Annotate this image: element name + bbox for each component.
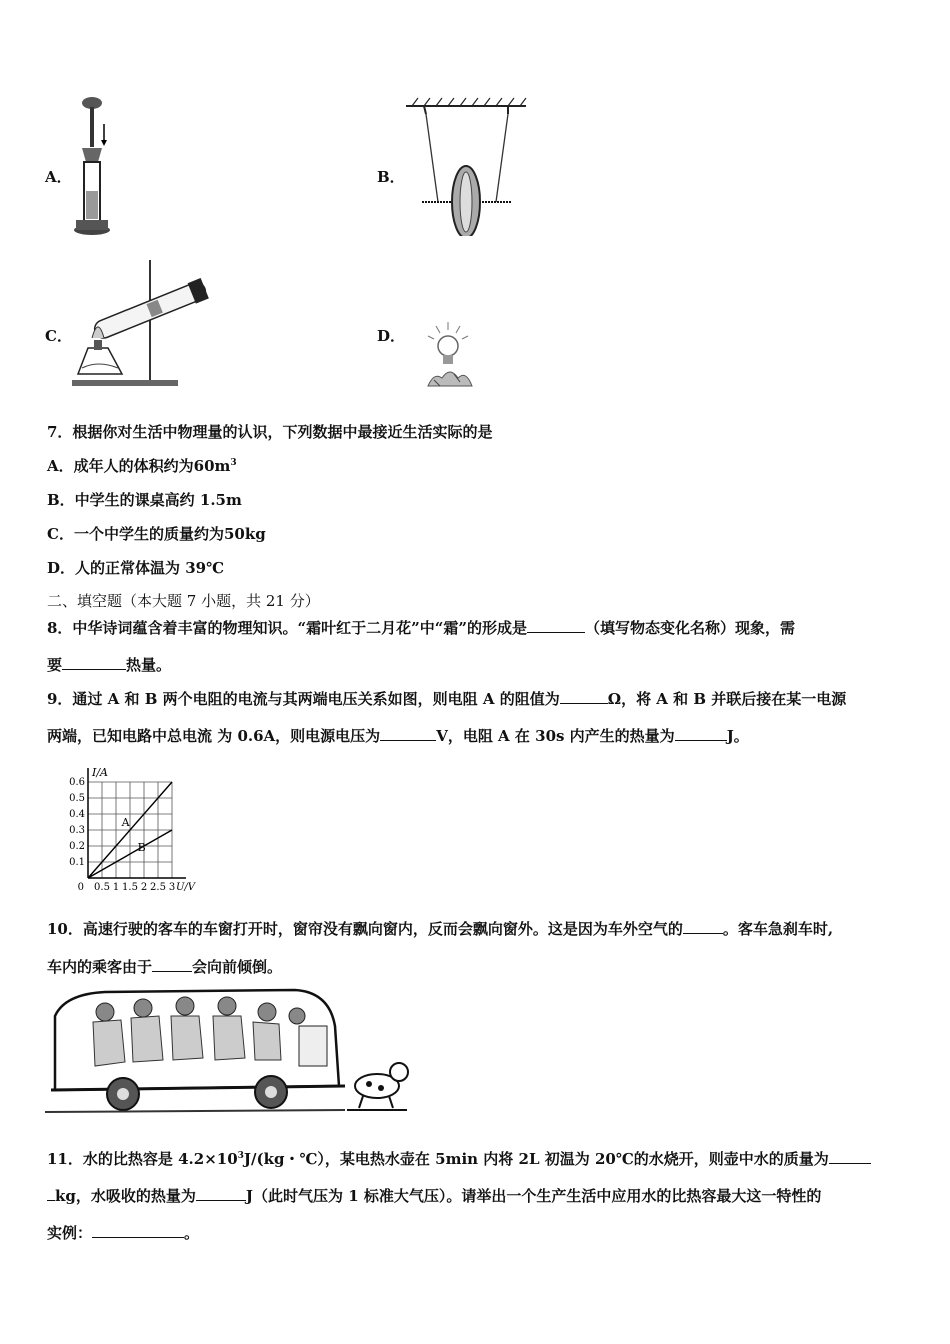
iu-graph: [62, 762, 212, 898]
q9-line2: 两端，已知电路中总电流 为 0.6A，则电源电压为 V，电阻 A 在 30s 内产生的热量为 J。: [47, 727, 749, 745]
option-a-label: A．: [45, 168, 72, 186]
q9-blank-3[interactable]: [675, 725, 727, 741]
y-tick-label: 0.3: [69, 825, 85, 836]
x-tick-label: 2.5: [150, 882, 166, 893]
y-tick-label: 0.1: [69, 857, 85, 868]
candle-bulb-figure: [420, 320, 478, 392]
q9-line1: 9．通过 A 和 B 两个电阻的电流与其两端电压关系如图，则电阻 A 的阻值为 Ω，将 A 和 B 并联后接在某一电源: [47, 690, 847, 708]
air-pump-figure: [68, 96, 118, 238]
option-d-label: D．: [377, 327, 406, 345]
q8-blank-2[interactable]: [62, 654, 126, 670]
origin-label: 0: [77, 882, 84, 893]
q11-line2: kg，水吸收的热量为 J（此时气压为 1 标准大气压）。请举出一个生产生活中应用水的比热容最大这一特性的: [47, 1185, 821, 1206]
q9-blank-1[interactable]: [560, 688, 608, 704]
q10-line2: 车内的乘客由于 会向前倾倒。: [47, 958, 283, 976]
y-axis-label: I/A: [92, 766, 108, 779]
section-heading: 二、填空题（本大题 7 小题，共 21 分）: [47, 592, 320, 610]
q7-option-b: B．中学生的课桌高约 1.5m: [47, 491, 242, 509]
q11-line1: 11．水的比热容是 $4.2\times 10^3J/(kg$・℃），某电热水壶在 5min 内将 2L 初温为 20℃的水烧开，则壶中水的质量为: [47, 1148, 871, 1169]
q8-line1: 8．中华诗词蕴含着丰富的物理知识。“霜叶红于二月花”中“霜”的形成是 （填写物态变化名称）现象，需: [47, 619, 795, 637]
q8-blank-1[interactable]: [527, 617, 585, 633]
q10-blank-1[interactable]: [683, 918, 723, 934]
q10-blank-2[interactable]: [152, 956, 192, 972]
x-tick-label: 0.5: [94, 882, 110, 893]
q8-line2: 要 热量。: [47, 656, 172, 674]
q7-option-a: A．成年人的体积约为$60m^3$: [47, 457, 237, 475]
y-tick-label: 0.5: [69, 793, 85, 804]
bus-braking-illustration: [45, 986, 415, 1116]
y-tick-label: 0.6: [69, 777, 85, 788]
option-c-label: C．: [45, 327, 72, 345]
series-label-b: B: [137, 841, 146, 855]
x-tick-label: 3: [168, 882, 176, 893]
series-label-a: A: [121, 816, 130, 830]
x-axis-label: U/V: [176, 882, 196, 893]
rolling-wheel-figure: [404, 96, 528, 236]
q7-option-c: C．一个中学生的质量约为50kg: [47, 525, 266, 543]
q11-line3: 实例： 。: [47, 1224, 200, 1242]
y-tick-label: 0.2: [69, 841, 85, 852]
x-tick-label: 1.5: [122, 882, 138, 893]
x-tick-label: 1: [112, 882, 120, 893]
q10-line1: 10．高速行驶的客车的车窗打开时，窗帘没有飘向窗内，反而会飘向窗外。这是因为车外空气的 。客车急刹车时,: [47, 920, 834, 938]
q11-blank-1[interactable]: [829, 1148, 871, 1164]
option-b-label: B．: [377, 168, 405, 186]
q7-option-d: D．人的正常体温为 39℃: [47, 559, 225, 577]
q11-blank-2[interactable]: [196, 1185, 246, 1201]
q9-blank-2[interactable]: [380, 725, 436, 741]
q11-blank-1-cont[interactable]: [47, 1185, 55, 1201]
test-tube-heating-figure: [68, 256, 216, 390]
q7-stem: 7．根据你对生活中物理量的认识，下列数据中最接近生活实际的是: [47, 423, 493, 441]
q11-blank-3[interactable]: [92, 1222, 184, 1238]
y-tick-label: 0.4: [69, 809, 85, 820]
x-tick-label: 2: [140, 882, 148, 893]
